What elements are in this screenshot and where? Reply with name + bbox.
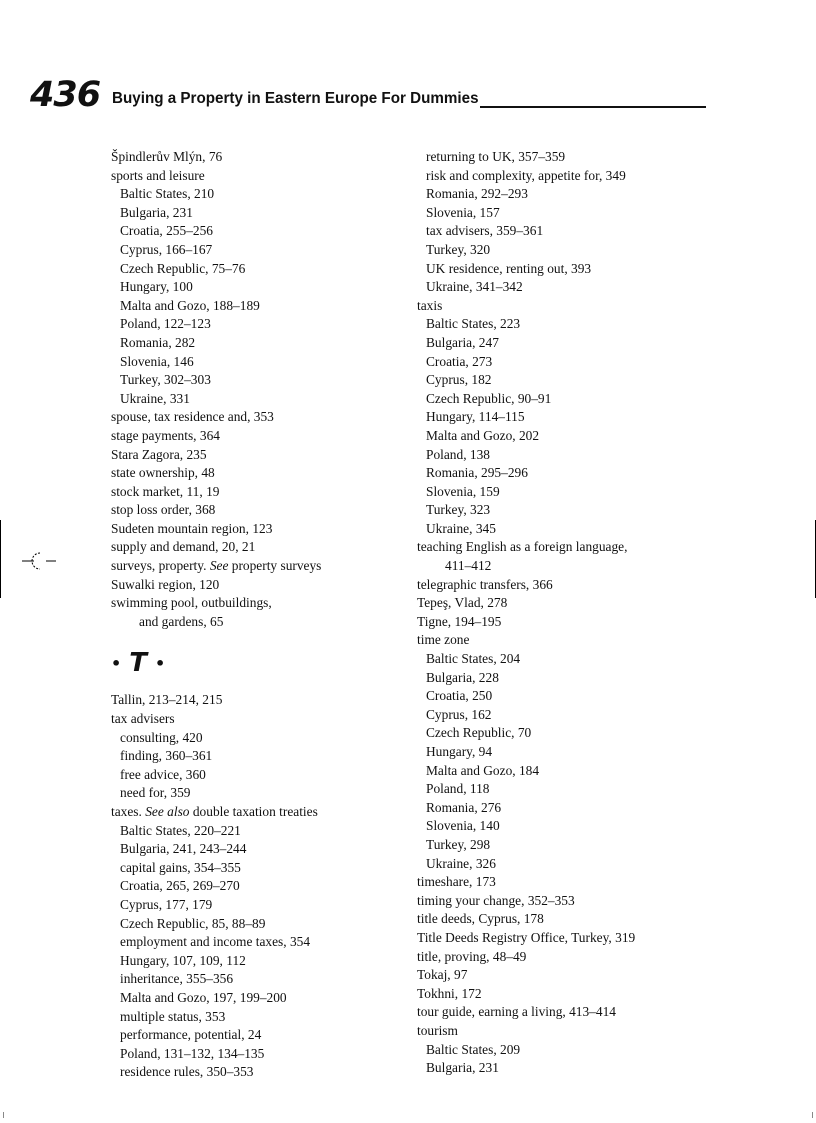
index-entry bbox=[417, 966, 717, 985]
index-subentry bbox=[417, 167, 717, 186]
entry-text: Ukraine, 345 bbox=[426, 520, 496, 536]
entry-text: supply and demand, 20, 21 bbox=[111, 539, 256, 555]
index-entry bbox=[111, 691, 406, 710]
entry-text: Romania, 276 bbox=[426, 799, 502, 815]
entry-text: need for, 359 bbox=[120, 785, 191, 801]
index-entry bbox=[417, 1022, 717, 1041]
entry-text: consulting, 420 bbox=[120, 729, 203, 745]
entry-text: teaching English as a foreign language, bbox=[417, 539, 628, 555]
index-entry bbox=[111, 464, 406, 483]
index-subentry bbox=[417, 501, 717, 520]
entry-text: Sudeten mountain region, 123 bbox=[111, 520, 273, 536]
entry-text: Czech Republic, 75–76 bbox=[120, 260, 246, 276]
index-subentry bbox=[417, 222, 717, 241]
section-letter-heading bbox=[111, 631, 406, 691]
index-subentry bbox=[111, 952, 406, 971]
crop-mark-left bbox=[0, 520, 1, 598]
index-entry bbox=[417, 985, 717, 1004]
index-entry bbox=[111, 538, 406, 557]
entry-text: Bulgaria, 241, 243–244 bbox=[120, 841, 247, 857]
index-subentry bbox=[417, 241, 717, 260]
index-entry bbox=[417, 613, 717, 632]
entry-text: Hungary, 114–115 bbox=[426, 409, 525, 425]
index-entry bbox=[417, 873, 717, 892]
index-entry bbox=[417, 631, 717, 650]
entry-text: Cyprus, 162 bbox=[426, 706, 492, 722]
corner-mark-bottom-right bbox=[812, 1112, 813, 1118]
entry-text: Poland, 122–123 bbox=[120, 316, 211, 332]
index-subentry bbox=[111, 1045, 406, 1064]
index-entry bbox=[417, 948, 717, 967]
see-reference: See also bbox=[145, 804, 190, 819]
entry-text: Hungary, 107, 109, 112 bbox=[120, 952, 246, 968]
index-subentry bbox=[417, 762, 717, 781]
index-subentry bbox=[111, 315, 406, 334]
index-entry bbox=[111, 594, 406, 613]
entry-text: Ukraine, 341–342 bbox=[426, 279, 523, 295]
registration-mark-icon bbox=[20, 548, 60, 574]
entry-text: free advice, 360 bbox=[120, 766, 206, 782]
entry-text: state ownership, 48 bbox=[111, 465, 215, 481]
index-entry bbox=[111, 803, 406, 822]
index-subentry bbox=[417, 817, 717, 836]
index-subentry bbox=[111, 334, 406, 353]
entry-text: Tallin, 213–214, 215 bbox=[111, 692, 223, 708]
index-subentry bbox=[111, 970, 406, 989]
index-entry bbox=[111, 501, 406, 520]
index-subentry bbox=[111, 840, 406, 859]
index-subentry bbox=[111, 915, 406, 934]
entry-text: Turkey, 323 bbox=[426, 502, 491, 518]
corner-mark-bottom-left bbox=[3, 1112, 4, 1118]
entry-text: Bulgaria, 247 bbox=[426, 334, 499, 350]
index-entry bbox=[417, 538, 717, 557]
entry-text: Poland, 131–132, 134–135 bbox=[120, 1045, 265, 1061]
index-subentry bbox=[111, 784, 406, 803]
index-subentry bbox=[417, 204, 717, 223]
entry-text: Tokaj, 97 bbox=[417, 967, 468, 983]
index-subentry bbox=[417, 315, 717, 334]
index-subentry bbox=[417, 371, 717, 390]
index-subentry bbox=[417, 185, 717, 204]
index-subentry bbox=[417, 260, 717, 279]
index-subentry bbox=[111, 297, 406, 316]
index-subentry bbox=[111, 747, 406, 766]
index-subentry bbox=[111, 859, 406, 878]
entry-text: Czech Republic, 90–91 bbox=[426, 390, 552, 406]
entry-text: Romania, 295–296 bbox=[426, 465, 528, 481]
index-entry bbox=[417, 929, 717, 948]
index-subentry bbox=[111, 896, 406, 915]
entry-text: tour guide, earning a living, 413–414 bbox=[417, 1004, 616, 1020]
entry-text: Hungary, 94 bbox=[426, 744, 493, 759]
entry-text: Croatia, 255–256 bbox=[120, 223, 213, 239]
header-rule bbox=[480, 106, 706, 108]
see-reference: See bbox=[209, 558, 229, 574]
index-subentry bbox=[417, 1059, 717, 1078]
index-subentry bbox=[111, 729, 406, 748]
entry-text: Bulgaria, 231 bbox=[120, 204, 193, 220]
index-entry bbox=[417, 576, 717, 595]
index-subentry bbox=[111, 822, 406, 841]
index-subentry bbox=[111, 222, 406, 241]
index-subentry bbox=[417, 799, 717, 818]
index-subentry bbox=[111, 1026, 406, 1045]
entry-text: Tepeş, Vlad, 278 bbox=[417, 595, 508, 611]
section-letter: T bbox=[129, 648, 147, 679]
index-subentry bbox=[417, 1041, 717, 1060]
index-subentry bbox=[111, 241, 406, 260]
entry-text: tourism bbox=[417, 1022, 458, 1038]
entry-text: Turkey, 298 bbox=[426, 836, 491, 852]
index-subentry bbox=[111, 260, 406, 279]
entry-text: Romania, 282 bbox=[120, 334, 196, 350]
index-subentry bbox=[111, 933, 406, 952]
entry-text: Poland, 138 bbox=[426, 446, 490, 462]
index-subentry bbox=[111, 371, 406, 390]
entry-text: Croatia, 265, 269–270 bbox=[120, 878, 240, 894]
entry-text: Baltic States, 204 bbox=[426, 651, 521, 667]
entry-text: Croatia, 250 bbox=[426, 688, 493, 704]
index-subentry bbox=[417, 743, 717, 762]
entry-text: Ukraine, 326 bbox=[426, 855, 496, 871]
entry-text: Cyprus, 177, 179 bbox=[120, 896, 213, 912]
index-subentry bbox=[417, 390, 717, 409]
entry-text: Czech Republic, 85, 88–89 bbox=[120, 915, 266, 931]
entry-text: capital gains, 354–355 bbox=[120, 859, 241, 875]
entry-text: Tokhni, 172 bbox=[417, 985, 482, 1001]
entry-text: taxes. bbox=[111, 804, 142, 819]
entry-text: Baltic States, 209 bbox=[426, 1041, 521, 1057]
index-subentry bbox=[417, 353, 717, 372]
entry-text: employment and income taxes, 354 bbox=[120, 934, 311, 950]
entry-text: Czech Republic, 70 bbox=[426, 725, 532, 741]
index-subentry bbox=[417, 483, 717, 502]
index-entry bbox=[417, 594, 717, 613]
page-number: 436 bbox=[30, 75, 101, 115]
entry-text: Malta and Gozo, 188–189 bbox=[120, 297, 260, 313]
index-subentry bbox=[417, 427, 717, 446]
entry-text: Tigne, 194–195 bbox=[417, 613, 502, 629]
entry-text: Slovenia, 157 bbox=[426, 204, 500, 220]
index-subentry bbox=[417, 446, 717, 465]
index-subentry bbox=[417, 334, 717, 353]
entry-text: tax advisers bbox=[111, 711, 175, 727]
entry-text: performance, potential, 24 bbox=[120, 1027, 262, 1043]
entry-text: telegraphic transfers, 366 bbox=[417, 576, 553, 592]
index-subentry bbox=[111, 989, 406, 1008]
entry-text: returning to UK, 357–359 bbox=[426, 149, 566, 164]
index-entry bbox=[111, 520, 406, 539]
entry-text: Stara Zagora, 235 bbox=[111, 446, 207, 462]
entry-text: Malta and Gozo, 197, 199–200 bbox=[120, 989, 287, 1005]
index-entries-s bbox=[111, 148, 406, 631]
entry-text: sports and leisure bbox=[111, 167, 205, 183]
index-left-column bbox=[111, 148, 406, 1082]
entry-text: surveys, property. bbox=[111, 558, 207, 574]
index-subentry bbox=[417, 148, 717, 167]
entry-text: Title Deeds Registry Office, Turkey, 319 bbox=[417, 929, 636, 945]
entry-text: Ukraine, 331 bbox=[120, 390, 190, 406]
entry-text: tax advisers, 359–361 bbox=[426, 223, 544, 239]
entry-text: Malta and Gozo, 202 bbox=[426, 427, 540, 443]
index-subentry bbox=[417, 687, 717, 706]
index-entry bbox=[417, 910, 717, 929]
running-title: Buying a Property in Eastern Europe For Dummies bbox=[112, 90, 479, 107]
index-subentry bbox=[417, 706, 717, 725]
see-target: property surveys bbox=[231, 558, 322, 574]
index-subentry bbox=[417, 855, 717, 874]
index-subentry bbox=[417, 408, 717, 427]
entry-text: Bulgaria, 231 bbox=[426, 1060, 499, 1076]
entry-text: title, proving, 48–49 bbox=[417, 948, 527, 964]
entry-text: risk and complexity, appetite for, 349 bbox=[426, 167, 626, 183]
entry-text: Suwalki region, 120 bbox=[111, 576, 220, 592]
index-right-column bbox=[417, 148, 717, 1078]
index-entry bbox=[111, 148, 406, 167]
entry-text: Slovenia, 140 bbox=[426, 818, 500, 834]
index-subentry bbox=[417, 836, 717, 855]
index-subentry bbox=[111, 877, 406, 896]
index-entry bbox=[111, 710, 406, 729]
index-entry bbox=[417, 1003, 717, 1022]
index-subentry bbox=[417, 724, 717, 743]
index-subentry bbox=[417, 557, 717, 576]
entry-text: Turkey, 302–303 bbox=[120, 372, 211, 388]
index-subentry bbox=[111, 353, 406, 372]
entry-text: residence rules, 350–353 bbox=[120, 1064, 254, 1080]
index-entry bbox=[111, 446, 406, 465]
index-entry bbox=[111, 408, 406, 427]
bullet-right: • bbox=[154, 653, 166, 673]
entry-text: Malta and Gozo, 184 bbox=[426, 762, 540, 778]
index-subentry bbox=[111, 278, 406, 297]
index-subentry bbox=[111, 204, 406, 223]
entry-text: Bulgaria, 228 bbox=[426, 669, 499, 685]
entry-text: Špindlerův Mlýn, 76 bbox=[111, 149, 223, 164]
entry-text: Baltic States, 210 bbox=[120, 186, 215, 202]
entry-text: title deeds, Cyprus, 178 bbox=[417, 911, 544, 927]
entry-text: stop loss order, 368 bbox=[111, 502, 216, 518]
index-subentry bbox=[111, 185, 406, 204]
entry-text: Cyprus, 166–167 bbox=[120, 241, 213, 257]
entry-text: Slovenia, 159 bbox=[426, 483, 500, 499]
entry-text: Romania, 292–293 bbox=[426, 186, 528, 202]
index-entry bbox=[417, 297, 717, 316]
entry-text: multiple status, 353 bbox=[120, 1008, 226, 1024]
index-subentry bbox=[111, 390, 406, 409]
index-entry bbox=[111, 576, 406, 595]
entry-text: time zone bbox=[417, 632, 470, 648]
index-subentry bbox=[417, 464, 717, 483]
entry-text: and gardens, 65 bbox=[139, 613, 224, 629]
entry-text: inheritance, 355–356 bbox=[120, 971, 234, 987]
entry-text: finding, 360–361 bbox=[120, 748, 213, 764]
entry-text: timeshare, 173 bbox=[417, 874, 496, 890]
entry-text: taxis bbox=[417, 297, 443, 313]
index-subentry bbox=[417, 520, 717, 539]
entry-text: stock market, 11, 19 bbox=[111, 483, 220, 499]
index-subentry bbox=[111, 1008, 406, 1027]
entry-text: spouse, tax residence and, 353 bbox=[111, 409, 274, 425]
entry-text: Poland, 118 bbox=[426, 781, 490, 797]
entry-text: UK residence, renting out, 393 bbox=[426, 260, 592, 276]
index-entry bbox=[111, 167, 406, 186]
entry-text: Croatia, 273 bbox=[426, 353, 493, 369]
entry-text: Cyprus, 182 bbox=[426, 372, 492, 388]
entry-text: swimming pool, outbuildings, bbox=[111, 595, 272, 611]
index-subentry bbox=[417, 650, 717, 669]
entry-text: Hungary, 100 bbox=[120, 279, 193, 295]
index-entry bbox=[111, 427, 406, 446]
entry-text: 411–412 bbox=[445, 558, 492, 574]
index-entries-t bbox=[111, 691, 406, 1081]
entry-text: Baltic States, 220–221 bbox=[120, 822, 241, 838]
see-target: double taxation treaties bbox=[192, 804, 318, 819]
entry-text: Slovenia, 146 bbox=[120, 353, 194, 369]
entry-text: timing your change, 352–353 bbox=[417, 892, 575, 908]
entry-text: stage payments, 364 bbox=[111, 427, 220, 443]
index-entries-t-continued bbox=[417, 148, 717, 1078]
index-subentry bbox=[111, 1063, 406, 1082]
bullet-left: • bbox=[111, 653, 122, 673]
index-subentry bbox=[111, 766, 406, 785]
entry-text: Baltic States, 223 bbox=[426, 316, 521, 332]
index-subentry bbox=[417, 669, 717, 688]
index-subentry bbox=[417, 278, 717, 297]
entry-text: Turkey, 320 bbox=[426, 241, 491, 257]
index-entry bbox=[111, 557, 406, 576]
index-entry bbox=[111, 483, 406, 502]
index-entry bbox=[417, 892, 717, 911]
index-subentry bbox=[417, 780, 717, 799]
index-subentry bbox=[111, 613, 406, 632]
